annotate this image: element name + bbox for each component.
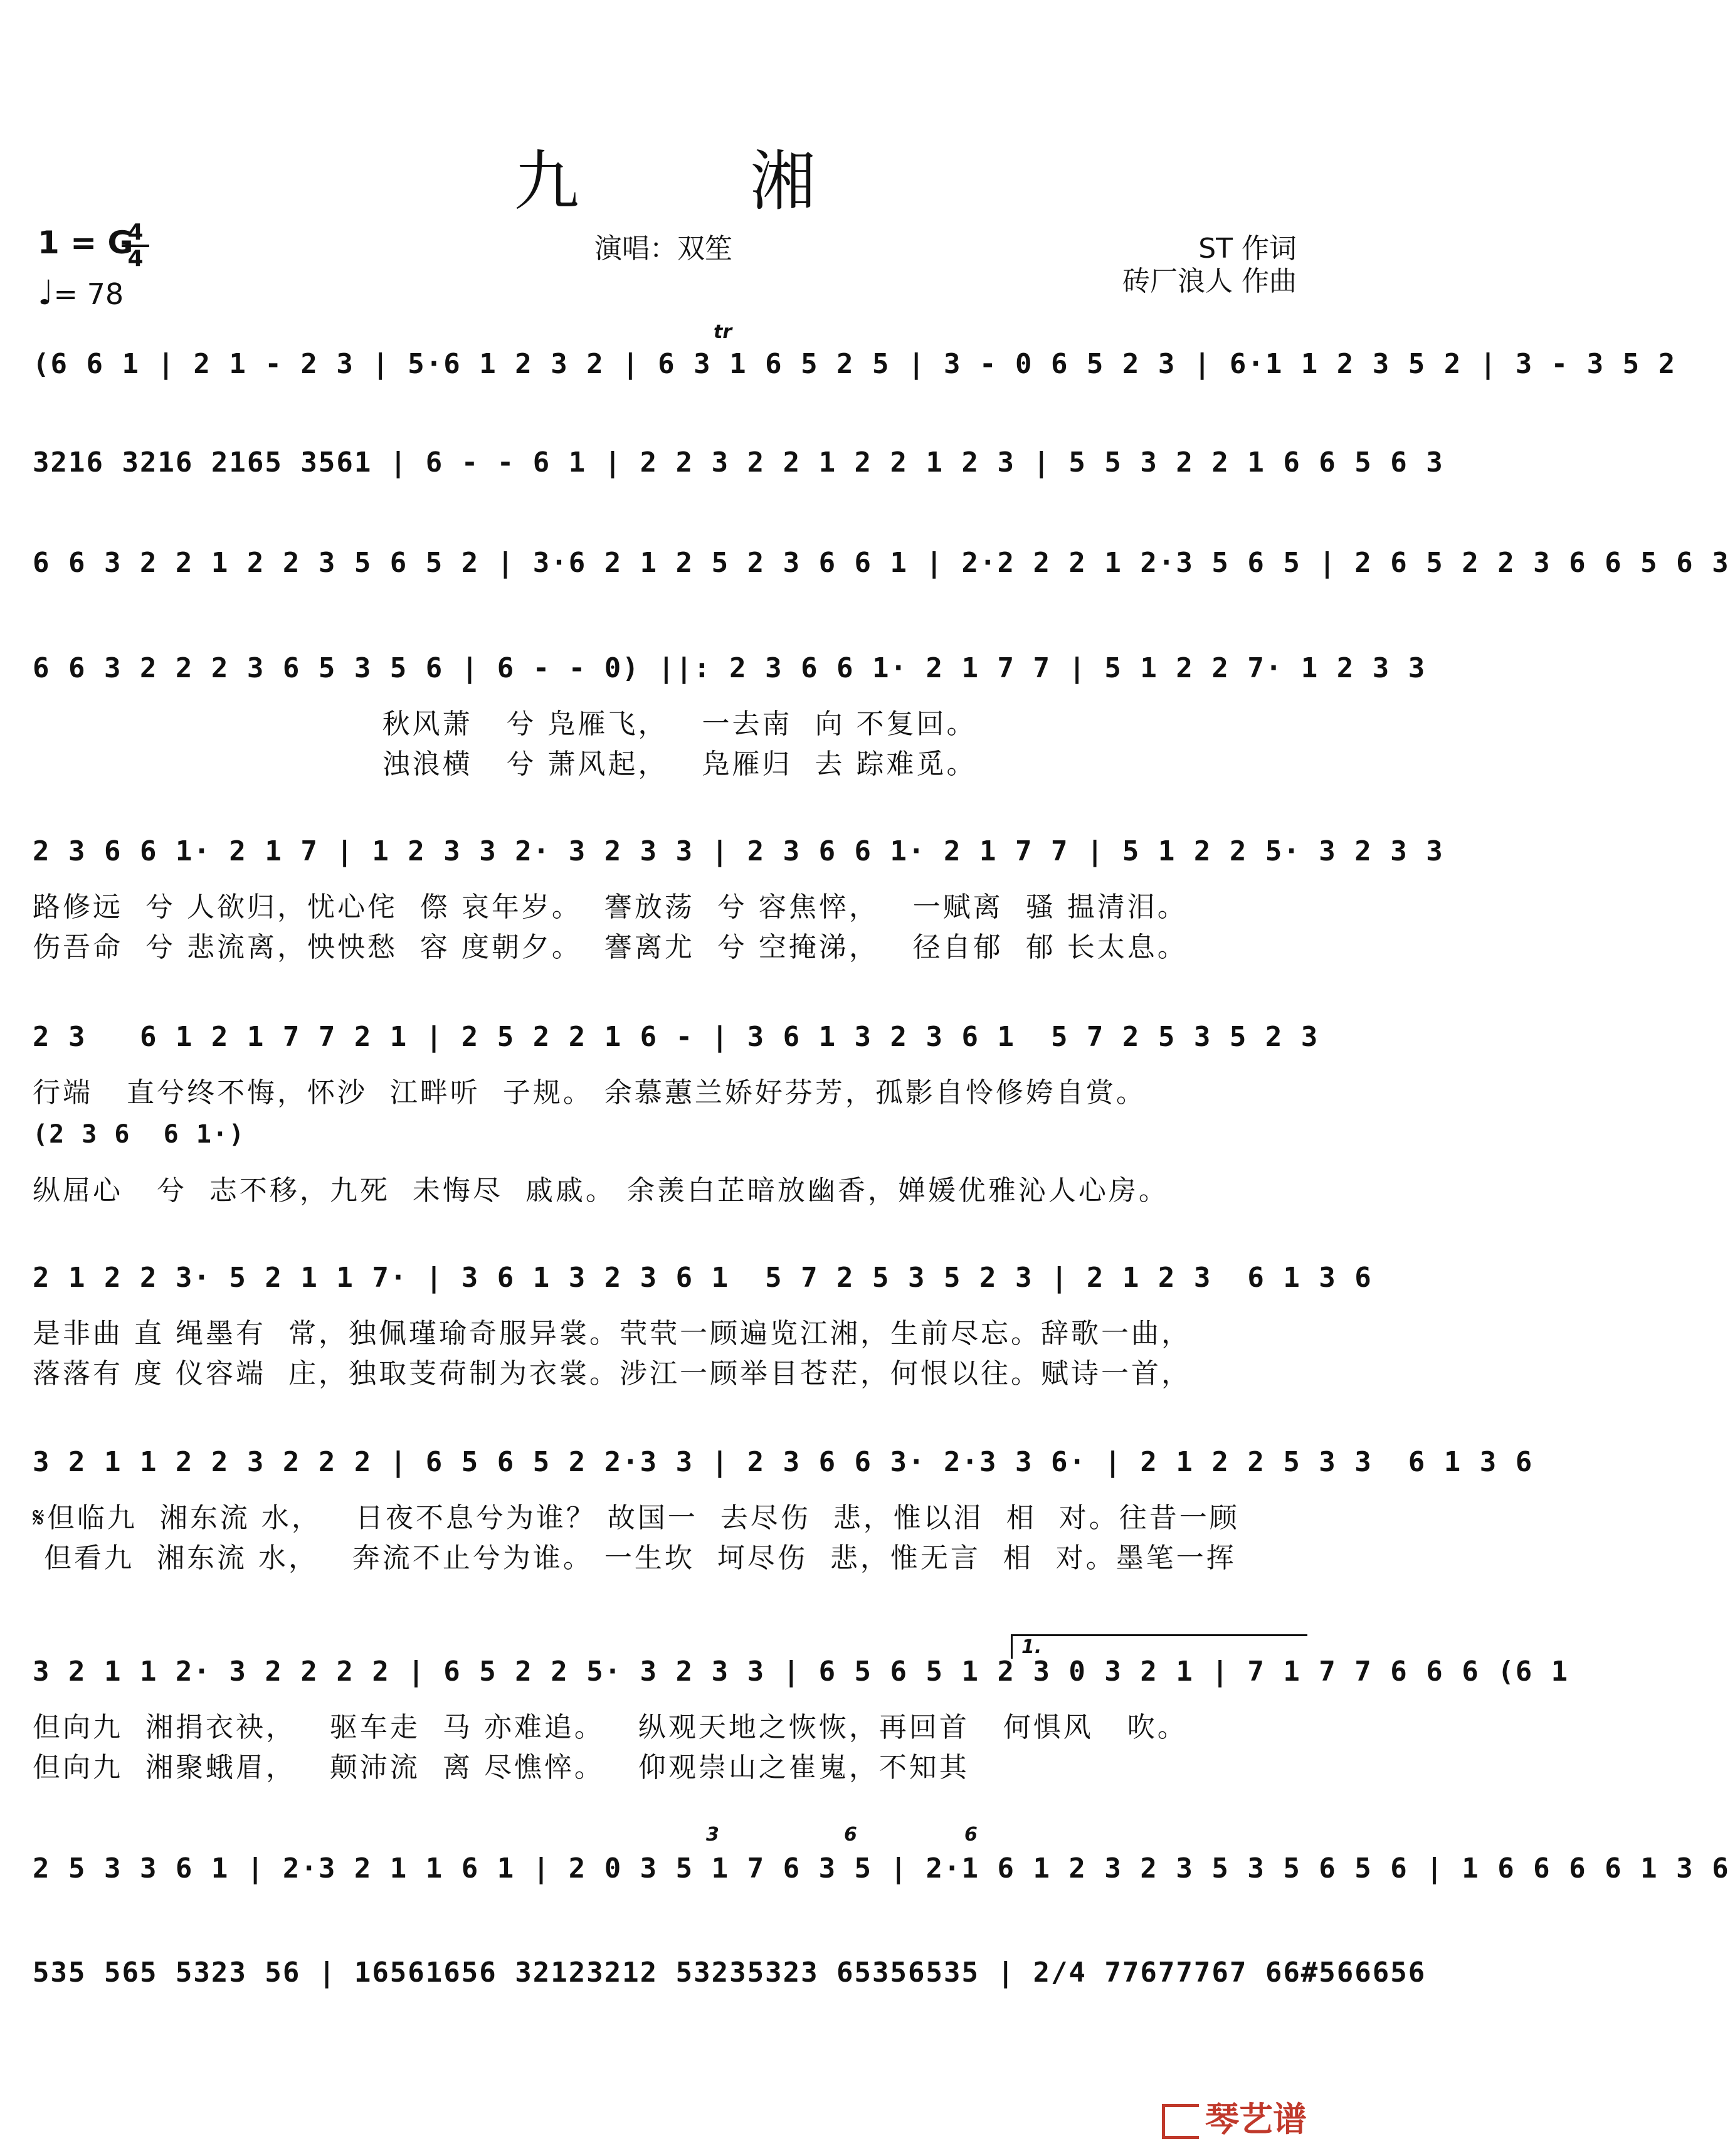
time-signature-top: 4 xyxy=(127,219,144,245)
lyric-line-5-verse-1: 路修远 兮 人欲归，忧心侘 傺 哀年岁。 謇放荡 兮 容焦悴， 一赋离 骚 揾清泪。 xyxy=(33,891,1188,923)
time-signature xyxy=(122,221,149,271)
logo-text: 琴艺谱 xyxy=(1205,2100,1307,2139)
notation-line-3: 6 6 3 2 2 1 2 2 3 5 6 5 2 | 3·6 2 1 2 5 2 3 6 6 1 | 2·2 2 2 1 2·3 5 6 5 | 2 6 5 2 2 3 6 6 5 6 3 xyxy=(33,547,1730,579)
time-signature-bottom: 4 xyxy=(127,246,144,272)
sextuplet-mark-1: 6 xyxy=(844,1824,857,1846)
notation-line-2: 3216 3216 2165 3561 | 6 - - 6 1 | 2 2 3 2 2 1 2 2 1 2 3 | 5 5 3 2 2 1 6 6 5 6 3 xyxy=(33,447,1444,478)
tempo-marking xyxy=(38,273,124,312)
lyric-line-5-verse-2: 伤吾命 兮 悲流离，怏怏愁 容 度朝夕。 謇离尤 兮 空掩涕， 径自郁 郁 长太息。 xyxy=(33,931,1188,963)
volta-label: 1. xyxy=(1021,1636,1042,1658)
lyric-line-6-verse-2: 纵屈心 兮 志不移，九死 未悔尽 戚戚。 余羡白芷暗放幽香，婵媛优雅沁人心房。 xyxy=(33,1175,1169,1207)
notation-line-9: 3 2 1 1 2· 3 2 2 2 2 | 6 5 2 2 5· 3 2 3 3 | 6 5 6 5 1 2 3 0 3 2 1 | 7 1 7 7 6 6 6 (6 1 xyxy=(33,1656,1569,1688)
lyric-line-7-verse-2: 落落有 度 仪容端 庄，独取芰荷制为衣裳。涉江一顾举目苍茫，何恨以往。赋诗一首， xyxy=(33,1358,1191,1390)
notation-line-5: 2 3 6 6 1· 2 1 7 | 1 2 3 3 2· 3 2 3 3 | 2 3 6 6 1· 2 1 7 7 | 5 1 2 2 5· 3 2 3 3 xyxy=(33,835,1444,867)
notation-line-6: 2 3 6 1 2 1 7 7 2 1 | 2 5 2 2 1 6 - | 3 6 1 3 2 3 6 1 5 7 2 5 3 5 2 3 xyxy=(33,1021,1319,1053)
lyric-line-6-verse-1: 行端 直兮终不悔，怀沙 江畔听 子规。 余慕蕙兰娇好芬芳，孤影自怜修姱自赏。 xyxy=(33,1077,1146,1109)
logo-icon xyxy=(1162,2104,1199,2139)
key-signature: 1 = G xyxy=(38,225,134,261)
triplet-mark: 3 xyxy=(706,1824,719,1846)
lyricist-credit: ST 作词 xyxy=(1198,233,1297,265)
notation-line-8: 3 2 1 1 2 2 3 2 2 2 | 6 5 6 5 2 2·3 3 | 2 3 6 6 3· 2·3 3 6· | 2 1 2 2 5 3 3 6 1 3 6 xyxy=(33,1446,1534,1478)
lyric-line-8-verse-2: 但看九 湘东流 水， 奔流不止兮为谁。 一生坎 坷尽伤 悲，惟无言 相 对。墨笔一挥 xyxy=(33,1542,1237,1574)
site-logo xyxy=(1162,2093,1307,2141)
lyric-line-4-verse-1: 秋风萧 兮 凫雁飞， 一去南 向 不复回。 xyxy=(33,708,977,740)
lyric-line-8-verse-1: 𝄋但临九 湘东流 水， 日夜不息兮为谁？ 故国一 去尽伤 悲，惟以泪 相 对。往昔一顾 xyxy=(33,1502,1240,1534)
lyric-line-9-verse-1: 但向九 湘捐衣袂， 驱车走 马 亦难追。 纵观天地之恢恢，再回首 何惧风 吹。 xyxy=(33,1711,1188,1743)
notation-line-11: 535 565 5323 56 | 16561656 32123212 53235323 65356535 | 2/4 77677767 66#566656 xyxy=(33,1957,1427,1989)
composer-credit: 砖厂浪人 作曲 xyxy=(1122,265,1297,297)
notation-line-1: (6 6 1 | 2 1 - 2 3 | 5·6 1 2 3 2 | 6 3 1 6 5 2 5 | 3 - 0 6 5 2 3 | 6·1 1 2 3 5 2 | 3 - 3 5 2 xyxy=(33,348,1677,380)
notation-line-10: 2 5 3 3 6 1 | 2·3 2 1 1 6 1 | 2 0 3 5 1 7 6 3 5 | 2·1 6 1 2 3 2 3 5 3 5 6 5 6 | 1 6 6 6 6 1 3 6 xyxy=(33,1852,1730,1884)
lyric-line-4-verse-2: 浊浪横 兮 萧风起， 凫雁归 去 踪难觅。 xyxy=(33,748,977,780)
singer-credit: 演唱：双笙 xyxy=(594,233,732,265)
lyric-line-9-verse-2: 但向九 湘聚蛾眉， 颠沛流 离 尽憔悴。 仰观崇山之崔嵬，不知其 xyxy=(33,1752,969,1783)
lyric-line-7-verse-1: 是非曲 直 绳墨有 常，独佩瑾瑜奇服异裳。茕茕一顾遍览江湘，生前尽忘。辞歌一曲， xyxy=(33,1318,1191,1350)
tempo-value: = 78 xyxy=(53,277,124,311)
trill-mark: tr xyxy=(714,321,732,343)
alternate-notes-line-6: (2 3 6 6 1·) xyxy=(33,1120,246,1149)
notation-line-4: 6 6 3 2 2 2 3 6 5 3 5 6 | 6 - - 0) ||: 2 3 6 6 1· 2 1 7 7 | 5 1 2 2 7· 1 2 3 3 xyxy=(33,652,1427,684)
quarter-note-icon: ♩ xyxy=(38,273,54,312)
sextuplet-mark-2: 6 xyxy=(964,1824,978,1846)
song-title: 九 湘 xyxy=(514,143,891,219)
notation-line-7: 2 1 2 2 3· 5 2 1 1 7· | 3 6 1 3 2 3 6 1 5 7 2 5 3 5 2 3 | 2 1 2 3 6 1 3 6 xyxy=(33,1262,1373,1294)
